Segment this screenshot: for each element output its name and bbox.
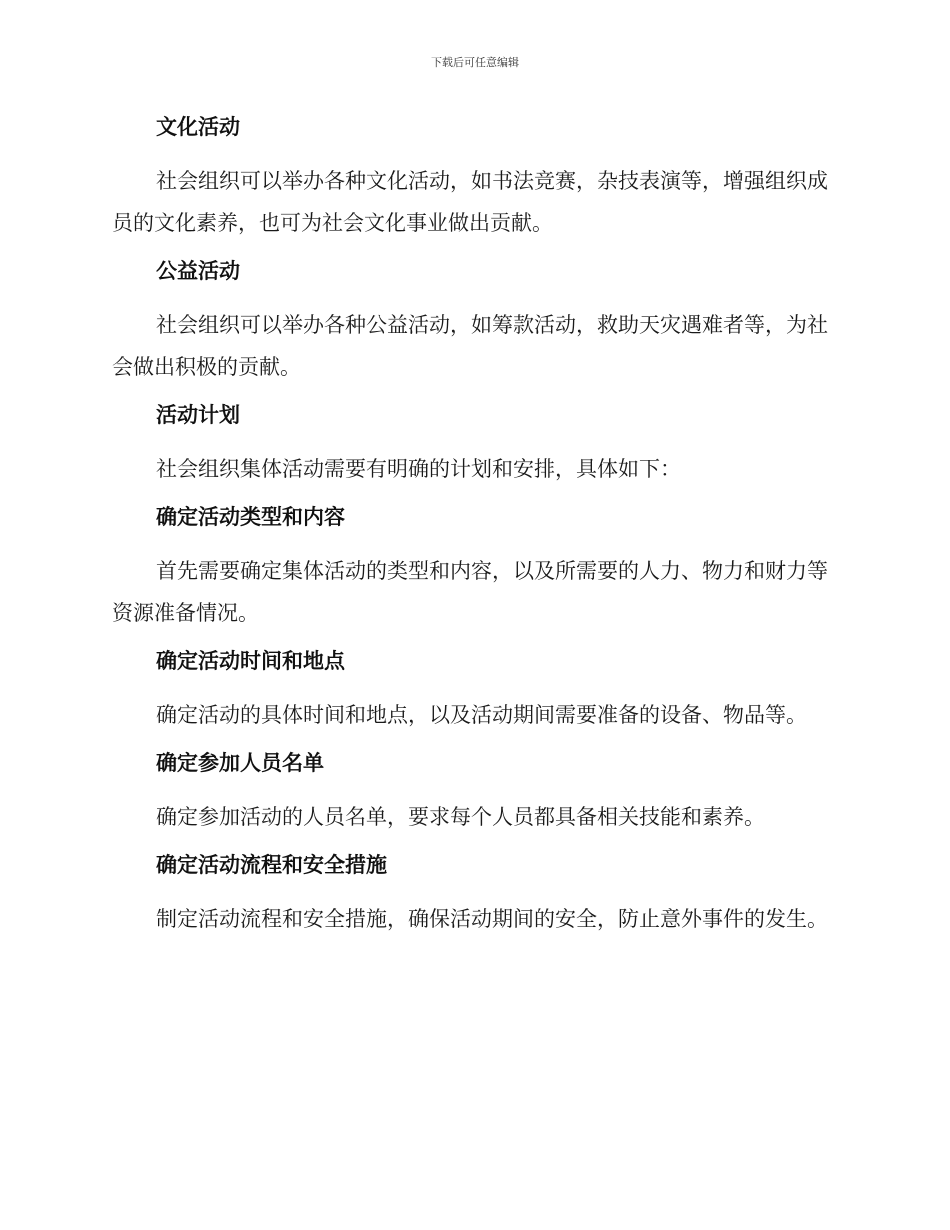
section-heading-time-place: 确定活动时间和地点 bbox=[156, 649, 345, 673]
section-heading-culture: 文化活动 bbox=[156, 115, 240, 139]
section-paragraph-plan: 社会组织集体活动需要有明确的计划和安排，具体如下： bbox=[156, 457, 681, 481]
section-paragraph-safety: 制定活动流程和安全措施，确保活动期间的安全，防止意外事件的发生。 bbox=[156, 907, 828, 931]
section-heading-plan: 活动计划 bbox=[156, 403, 240, 427]
section-paragraph-culture: 社会组织可以举办各种文化活动，如书法竞赛，杂技表演等，增强组织成员的文化素养，也可为社会文化事业做出贡献。 bbox=[112, 169, 828, 235]
section-paragraph-type: 首先需要确定集体活动的类型和内容，以及所需要的人力、物力和财力等资源准备情况。 bbox=[112, 559, 828, 625]
section-heading-charity: 公益活动 bbox=[156, 259, 240, 283]
section-paragraph-participants: 确定参加活动的人员名单，要求每个人员都具备相关技能和素养。 bbox=[156, 805, 765, 829]
section-paragraph-time-place: 确定活动的具体时间和地点，以及活动期间需要准备的设备、物品等。 bbox=[156, 703, 807, 727]
section-paragraph-charity: 社会组织可以举办各种公益活动，如筹款活动，救助天灾遇难者等，为社会做出积极的贡献。 bbox=[112, 313, 828, 379]
section-heading-safety: 确定活动流程和安全措施 bbox=[156, 853, 387, 877]
section-heading-participants: 确定参加人员名单 bbox=[156, 751, 324, 775]
document-body bbox=[112, 110, 832, 940]
section-heading-type: 确定活动类型和内容 bbox=[156, 505, 345, 529]
header-note: 下载后可任意编辑 bbox=[431, 56, 519, 69]
